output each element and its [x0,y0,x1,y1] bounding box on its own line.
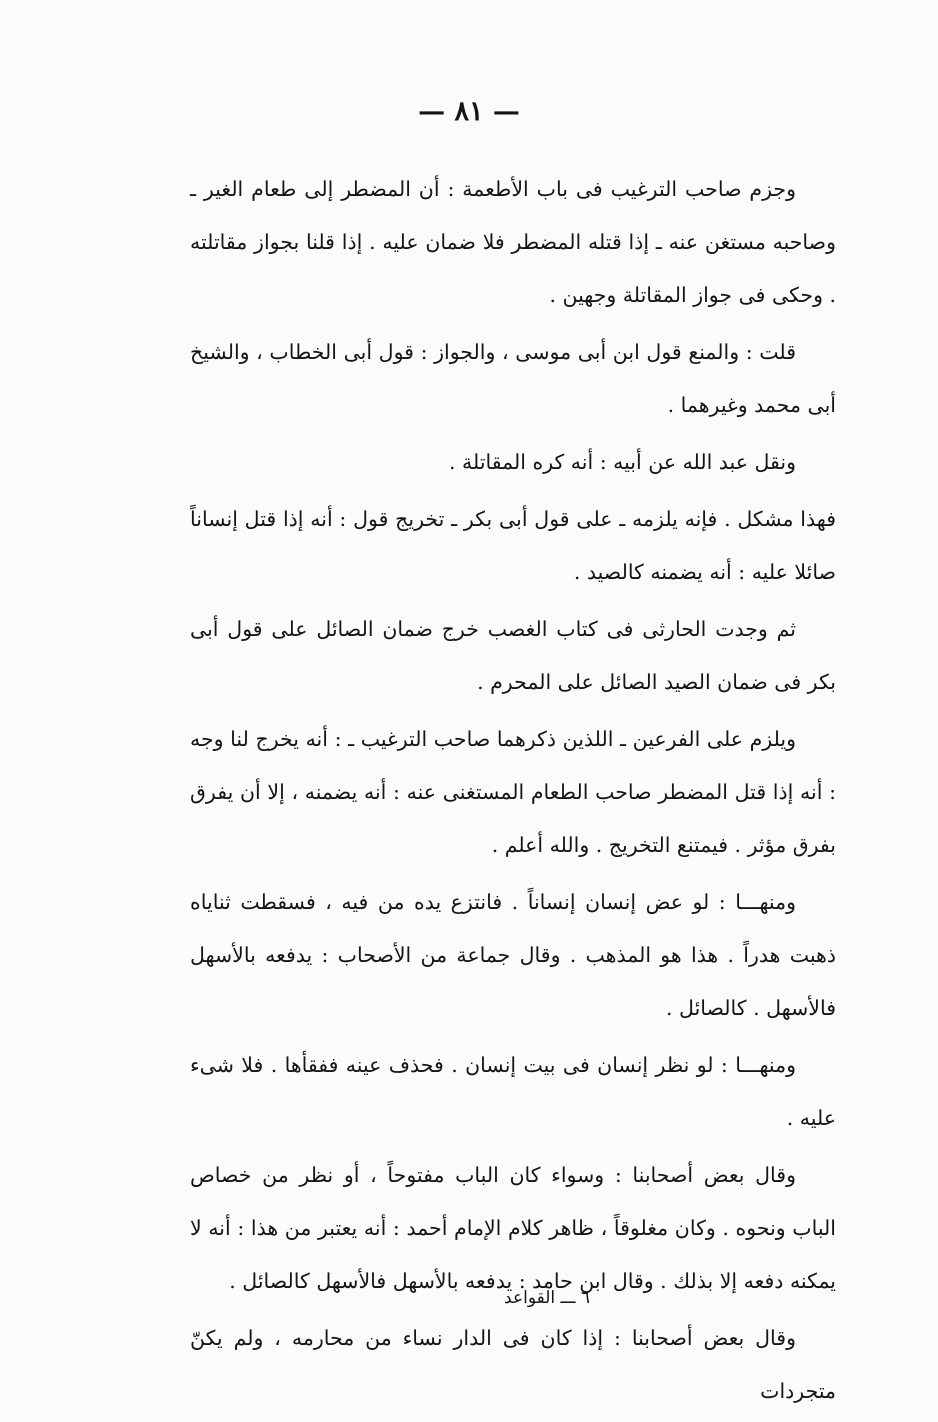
paragraph: وقال بعض أصحابنا : إذا كان فى الدار نساء من محارمه ، ولم يكنّ متجردات [190,1326,836,1403]
paragraph: ثم وجدت الحارثى فى كتاب الغصب خرج ضمان الصائل على قول أبى بكر فى ضمان الصيد الصائل على المحرم . [190,617,836,694]
paragraph: قلت : والمنع قول ابن أبى موسى ، والجواز : قول أبى الخطاب ، والشيخ أبى محمد وغيرهما . [190,340,836,417]
footer-signature: ٦ ـــ القواعد [504,1288,590,1308]
body-text [190,163,836,1422]
paragraph: وجزم صاحب الترغيب فى باب الأطعمة : أن المضطر إلى طعام الغير ـ وصاحبه مستغن عنه ـ إذا قتله المضطر فلا ضمان عليه . إذا قلنا بجواز مقاتلته . وحكى فى جواز المقاتلة وجهين . [190,177,836,307]
paragraph: ونقل عبد الله عن أبيه : أنه كره المقاتلة . [449,450,796,474]
page-number: — ٨١ — [418,96,520,127]
paragraph: وقال بعض أصحابنا : وسواء كان الباب مفتوحاً ، أو نظر من خصاص الباب ونحوه . وكان مغلوقاً ، ظاهر كلام الإمام أحمد : أنه يعتبر من هذا : أنه لا يمكنه دفعه إلا بذلك . وقال ابن حامد : يدفعه بالأسهل فالأسهل كالصائل . [190,1163,836,1293]
paragraph: ومنهـــا : لو عض إنسان إنساناً . فانتزع يده من فيه ، فسقطت ثناياه ذهبت هدراً . هذا هو المذهب . وقال جماعة من الأصحاب : يدفعه بالأسهل فالأسهل . كالصائل . [190,890,836,1020]
paragraph: فهذا مشكل . فإنه يلزمه ـ على قول أبى بكر ـ تخريج قول : أنه إذا قتل إنساناً صائلا عليه : أنه يضمنه كالصيد . [190,507,836,584]
paragraph: ومنهـــا : لو نظر إنسان فى بيت إنسان . فحذف عينه ففقأها . فلا شىء عليه . [190,1053,836,1130]
paragraph: ويلزم على الفرعين ـ اللذين ذكرهما صاحب الترغيب ـ : أنه يخرج لنا وجه : أنه إذا قتل المضطر صاحب الطعام المستغنى عنه : أنه يضمنه ، إلا أن يفرق بفرق مؤثر . فيمتنع التخريج . والله أعلم . [190,727,836,857]
